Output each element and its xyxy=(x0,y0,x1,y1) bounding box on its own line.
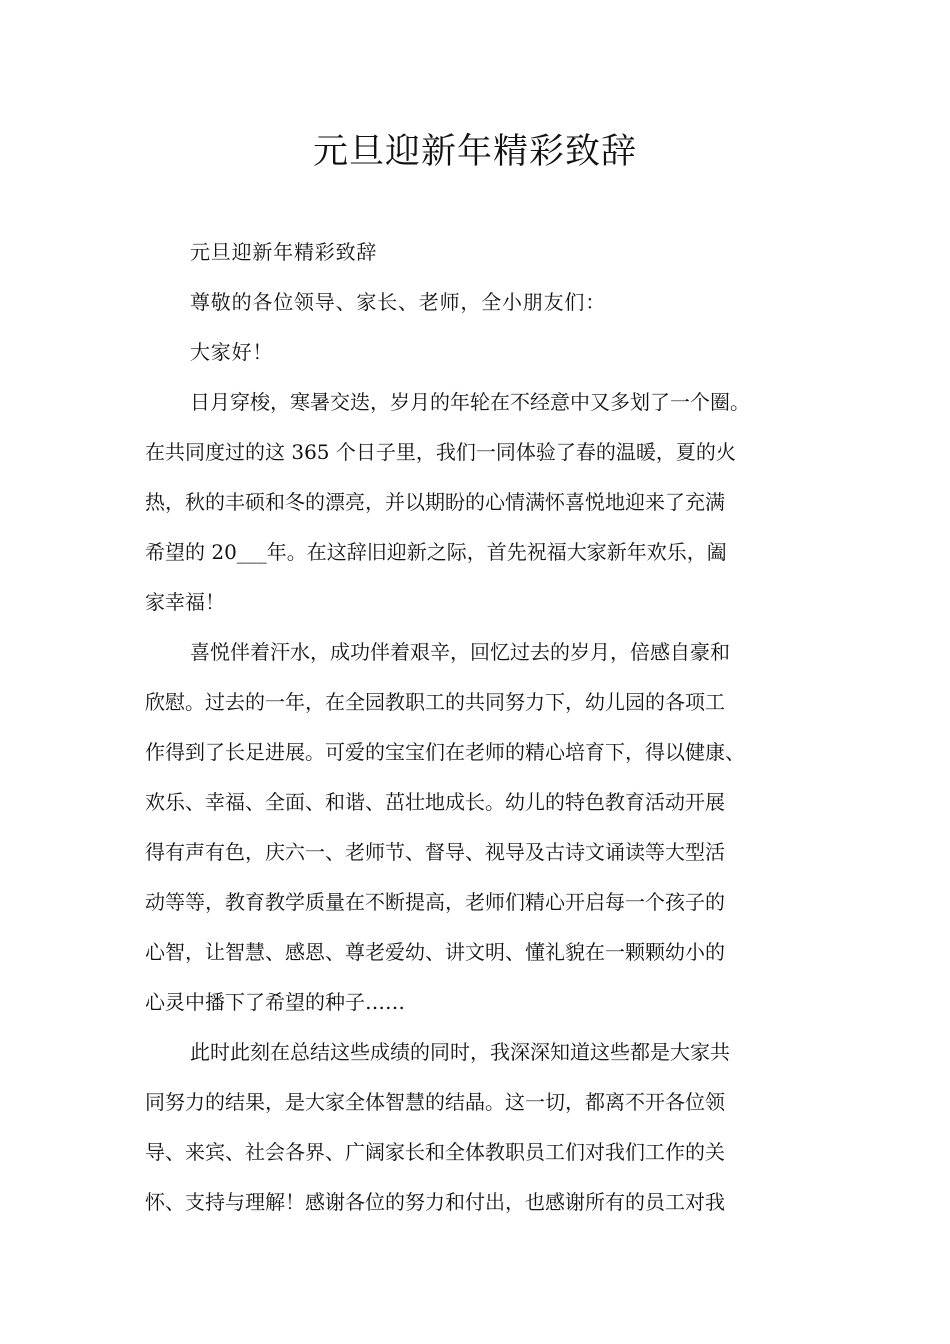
paragraph-line: 怀、支持与理解！感谢各位的努力和付出，也感谢所有的员工对我 xyxy=(145,1190,725,1214)
paragraph-line: 作得到了长足进展。可爱的宝宝们在老师的精心培育下，得以健康、 xyxy=(145,740,745,764)
subtitle-line: 元旦迎新年精彩致辞 xyxy=(190,240,378,264)
document-body xyxy=(145,227,830,1227)
greeting: 大家好！ xyxy=(190,340,274,364)
paragraph-line: 在共同度过的这 365 个日子里，我们一同体验了春的温暖，夏的火 xyxy=(145,440,736,464)
paragraph-line: 热，秋的丰硕和冬的漂亮，并以期盼的心情满怀喜悦地迎来了充满 xyxy=(145,490,725,514)
paragraph-line: 导、来宾、社会各界、广阔家长和全体教职员工们对我们工作的关 xyxy=(145,1140,725,1164)
paragraph-2 xyxy=(145,627,830,1027)
paragraph-line: 日月穿梭，寒暑交迭，岁月的年轮在不经意中又多划了一个圈。 xyxy=(190,390,750,414)
paragraph-line: 心灵中播下了希望的种子…… xyxy=(145,990,405,1014)
paragraph-3 xyxy=(145,1027,830,1227)
paragraph-line: 此时此刻在总结这些成绩的同时，我深深知道这些都是大家共 xyxy=(190,1040,730,1064)
paragraph-line: 家幸福！ xyxy=(145,590,225,614)
document-title: 元旦迎新年精彩致辞 xyxy=(312,132,637,172)
paragraph-line: 希望的 20___年。在这辞旧迎新之际，首先祝福大家新年欢乐，阖 xyxy=(145,540,727,564)
paragraph-line: 欣慰。过去的一年，在全园教职工的共同努力下，幼儿园的各项工 xyxy=(145,690,725,714)
paragraph-1 xyxy=(145,377,830,627)
paragraph-line: 心智，让智慧、感恩、尊老爱幼、讲文明、懂礼貌在一颗颗幼小的 xyxy=(145,940,725,964)
salutation: 尊敬的各位领导、家长、老师，全小朋友们： xyxy=(190,290,606,314)
paragraph-line: 喜悦伴着汗水，成功伴着艰辛，回忆过去的岁月，倍感自豪和 xyxy=(190,640,730,664)
paragraph-line: 得有声有色，庆六一、老师节、督导、视导及古诗文诵读等大型活 xyxy=(145,840,725,864)
paragraph-line: 欢乐、幸福、全面、和谐、茁壮地成长。幼儿的特色教育活动开展 xyxy=(145,790,725,814)
paragraph-line: 动等等，教育教学质量在不断提高，老师们精心开启每一个孩子的 xyxy=(145,890,725,914)
paragraph-line: 同努力的结果，是大家全体智慧的结晶。这一切，都离不开各位领 xyxy=(145,1090,725,1114)
